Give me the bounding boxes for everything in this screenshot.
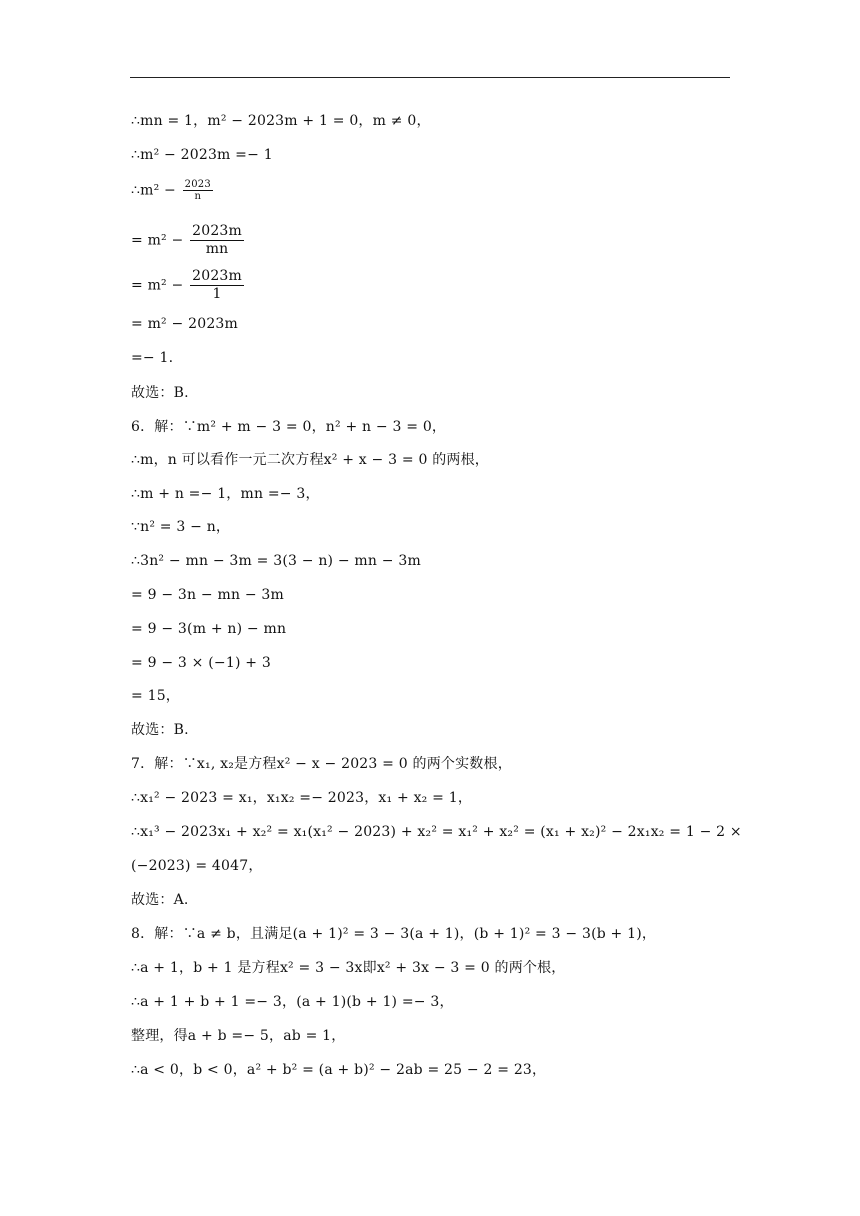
text-line: 整理，得a + b =− 5，ab = 1， xyxy=(131,1028,346,1044)
fraction-numerator: 2023m xyxy=(192,223,243,239)
text-line: ∴a < 0，b < 0，a² + b² = (a + b)² − 2ab = 25 − 2 = 23， xyxy=(131,1062,547,1078)
text-line: =− 1. xyxy=(131,350,174,366)
fraction-denominator: 1 xyxy=(212,286,222,302)
fraction-numerator: 2023m xyxy=(192,268,243,284)
text-line: ∴mn = 1，m² − 2023m + 1 = 0，m ≠ 0， xyxy=(131,113,431,129)
text-line: = 9 − 3n − mn − 3m xyxy=(131,587,284,603)
fraction xyxy=(190,223,244,258)
text-line: ∴x₁³ − 2023x₁ + x₂² = x₁(x₁² − 2023) + x₂² = x₁² + x₂² = (x₁ + x₂)² − 2x₁x₂ = 1 − 2 × xyxy=(131,824,742,840)
text-line: (−2023) = 4047， xyxy=(131,858,263,874)
text-line: 7．解：∵x₁, x₂是方程x² − x − 2023 = 0 的两个实数根， xyxy=(131,756,512,772)
fraction-line xyxy=(131,223,244,258)
text-line: = m² − 2023m xyxy=(131,316,239,332)
text-line: ∴m，n 可以看作一元二次方程x² + x − 3 = 0 的两根， xyxy=(131,452,490,468)
text-line: ∴m² − 2023m =− 1 xyxy=(131,147,273,163)
text-line: 故选：A. xyxy=(131,892,189,908)
text-line: = 9 − 3(m + n) − mn xyxy=(131,621,287,637)
text-line: 8．解：∵a ≠ b，且满足(a + 1)² = 3 − 3(a + 1)，(b + 1)² = 3 − 3(b + 1)， xyxy=(131,926,657,942)
text-line: ∴a + 1，b + 1 是方程x² = 3 − 3x即x² + 3x − 3 = 0 的两个根， xyxy=(131,960,566,976)
text-line: ∴3n² − mn − 3m = 3(3 − n) − mn − 3m xyxy=(131,553,421,569)
text-line: ∴m + n =− 1，mn =− 3， xyxy=(131,486,320,502)
fraction-prefix: = m² − xyxy=(131,277,184,294)
fraction-prefix: = m² − xyxy=(131,232,184,249)
fraction-prefix: ∴m² − xyxy=(131,182,176,199)
fraction-numerator: 2023 xyxy=(184,179,211,190)
fraction xyxy=(190,268,244,303)
header-rule xyxy=(130,77,730,78)
text-line: ∴x₁² − 2023 = x₁，x₁x₂ =− 2023，x₁ + x₂ = 1， xyxy=(131,790,473,806)
fraction xyxy=(183,179,213,202)
text-line: 故选：B. xyxy=(131,385,189,401)
text-line: ∴a + 1 + b + 1 =− 3，(a + 1)(b + 1) =− 3， xyxy=(131,994,454,1010)
fraction-denominator: mn xyxy=(205,241,229,257)
text-line: ∵n² = 3 − n， xyxy=(131,519,231,535)
fraction-line xyxy=(131,179,213,202)
fraction-denominator: n xyxy=(194,191,202,202)
text-line: = 15， xyxy=(131,688,180,704)
fraction-line xyxy=(131,268,244,303)
text-line: = 9 − 3 × (−1) + 3 xyxy=(131,655,271,671)
text-line: 6．解：∵m² + m − 3 = 0，n² + n − 3 = 0， xyxy=(131,419,447,435)
text-line: 故选：B. xyxy=(131,722,189,738)
